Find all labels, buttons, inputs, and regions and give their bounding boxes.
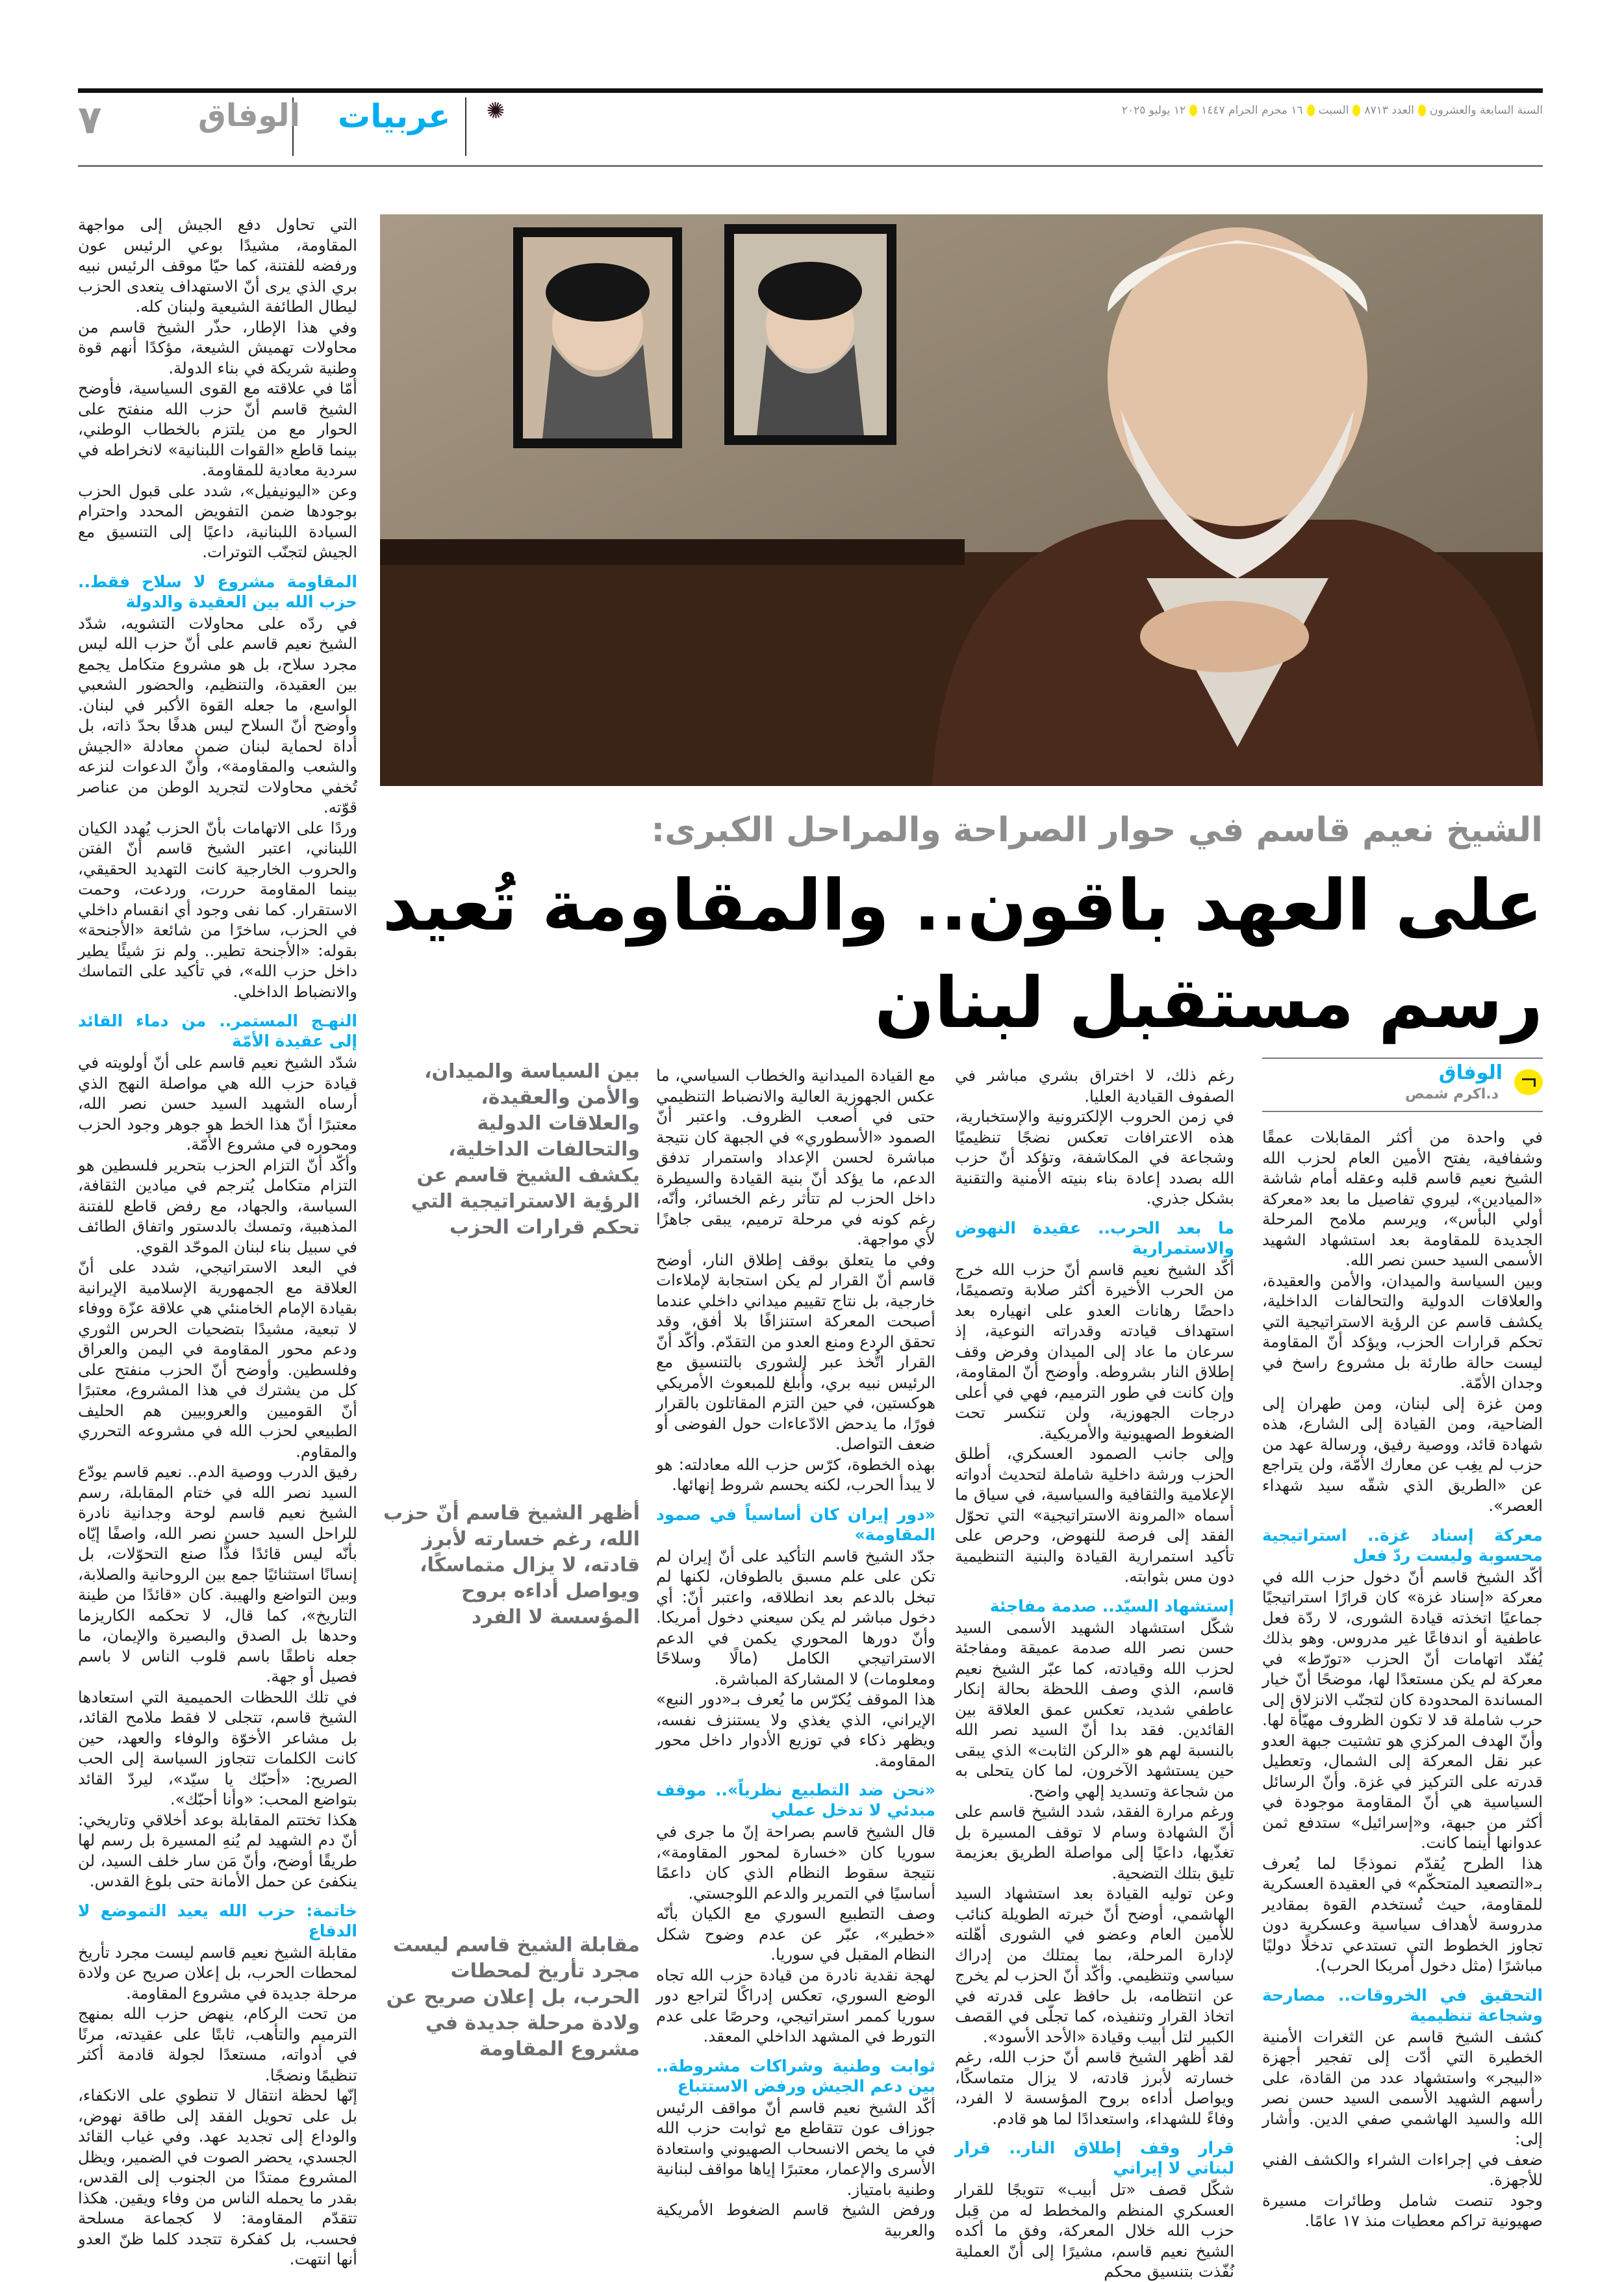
byline-logo: الوفاق — [1438, 1061, 1503, 1084]
subheading: ثوابت وطنية وشراكات مشروطة.. بين دعم الجيش ورفض الاستتباع — [656, 2056, 935, 2096]
subheading: المقاومة مشروع لا سلاح فقط.. حزب الله بين العقيدة والدولة — [78, 572, 357, 611]
paragraph: هكذا تختتم المقابلة بوعد أخلاقي وتاريخي: أنّ دم الشهيد لم يُنهِ المسيرة بل رسم لها طريقًا أوضح، وأنّ مَن سار خلف السيد، لن ينكفئ عن حمل الأمانة حتى بلوغ القدس. — [78, 1810, 357, 1890]
subheading: إستشهاد السيّد.. صدمة مفاجئة — [989, 1596, 1234, 1616]
paragraph: هذا الموقف يُكرّس ما يُعرف بـ«دور النبع» الإيراني، الذي يغذي ولا يستنزف نفسه، ويظهر ذكاء في توزيع الأدوار داخل محور المقاومة. — [656, 1690, 935, 1770]
author-name: د.اكرم شمص — [1405, 1086, 1499, 1102]
paragraph: أكّد الشيخ نعيم قاسم أنّ مواقف الرئيس جوزاف عون تتقاطع مع ثوابت حزب الله في ما يخص الانسحاب الصهيوني واستعادة الأسرى والإعمار، معتبرًا إياها مواقف لبنانية وطنية بامتياز. — [656, 2098, 935, 2199]
paragraph: وردًا على الاتهامات بأنّ الحزب يُهدد الكيان اللبناني، اعتبر الشيخ قاسم أنّ الفتن والحروب الخارجية كانت التهديد الحقيقي، بينما المقاومة حررت، وردعت، وحمت الاستقرار. كما نفى وجود أي انقسام داخلي في الحزب، ساخرًا من شائعة «الأجنحة» بقوله: «الأجنحة تطير.. ولم نرَ شيئًا يطير داخل حزب الله»، في تأكيد على التماسك والانضباط الداخلي. — [78, 818, 357, 1001]
paragraph: شكّل قصف «تل أبيب» تتويجًا للقرار العسكري المنظم والمخطط له من قِبل حزب الله خلال المعركة، وفق ما أكده الشيخ نعيم قاسم، مشيرًا إلى أنّ العملية نُفّذت بتنسيق محكم — [955, 2180, 1234, 2281]
issue-year: السنة السابعة والعشرون — [1430, 104, 1543, 117]
page-number: ٧ — [78, 97, 102, 143]
paragraph: ورغم مرارة الفقد، شدد الشيخ قاسم على أنّ الشهادة وسام لا توقف المسيرة بل تغذّيها، داعيًا إلى مواصلة الطريق بعزيمة تليق بتلك التضحية. — [955, 1802, 1234, 1883]
section-title: عربيات — [338, 97, 451, 135]
calligraphy-emblem-icon: ✺ — [481, 97, 512, 124]
pull-quote: بين السياسة والميدان، والأمن والعقيدة، والعلاقات الدولية والتحالفات الداخلية، يكشف الشيخ قاسم عن الرؤية الاستراتيجية التي تحكم قرارات الحزب — [411, 1060, 640, 1239]
corner-arrow-icon — [1514, 1069, 1543, 1095]
paragraph: وجود تنصت شامل وطائرات مسيرة صهيونية تراكم معطيات منذ ١٧ عامًا. — [1262, 2190, 1543, 2230]
headline-line: رسم مستقبل لبنان — [874, 963, 1543, 1044]
issue-number: العدد ٨٧١٣ — [1364, 104, 1415, 117]
paragraph: شكّل استشهاد الشهيد الأسمى السيد حسن نصر الله صدمة عميقة ومفاجئة لحزب الله وقيادته، كما عبّر الشيخ نعيم قاسم، الذي وصف اللحظة بحالة إنكار عاطفي شديد، تعكس عمق العلاقة بين القائدين. فقد بدا أنّ السيد نصر الله بالنسبة لهم هو «الركن الثابت» الذي يبقى حين يستشهد الآخرون، لما كان يتحلى به من شجاعة وتسديد إلهي واضح. — [955, 1617, 1234, 1801]
paragraph: وإلى جانب الصمود العسكري، أطلق الحزب ورشة داخلية شاملة لتحديث أدواته الإعلامية والثقافية والسياسية، في سياق ما أسماه «المرونة الاستراتيجية» التي تحوّل الفقد إلى فرصة للنهوض، وحرص على تأكيد استمرارية القيادة والبنية التنظيمية دون مس بثوابته. — [955, 1444, 1234, 1586]
paragraph: ضعف في إجراءات الشراء والكشف الفني للأجهزة. — [1262, 2149, 1543, 2189]
subheading: خاتمة: حزب الله يعيد التموضع لا الدفاع — [78, 1901, 357, 1940]
subheading: التحقيق في الخروقات.. مصارحة وشجاعة تنظيمية — [1262, 1985, 1543, 2025]
paragraph: هذا الطرح يُقدّم نموذجًا لما يُعرف بـ«التصعيد المتحكّم» في العقيدة العسكرية للمقاومة، حيث تُستخدم القوة بمقادير مدروسة لأهداف سياسية وعسكرية دون تجاوز الخطوط التي تستدعي تدخلًا دوليًا مباشرًا (مثل دخول أمريكا الحرب). — [1262, 1853, 1543, 1975]
dot-separator-icon — [1418, 105, 1426, 116]
paragraph: رفيق الدرب ووصية الدم.. نعيم قاسم يودّع السيد نصر الله في ختام المقابلة، رسم الشيخ نعيم قاسم لوحة وجدانية نادرة للراحل السيد حسن نصر الله، واصفًا إيّاه بأنّه ليس قائدًا فذًّا صنع التحوّلات، بل إنسانًا استثنائيًا جمع بين الروحانية والصلابة، وبين التواضع والهيبة. كان «قائدًا من طينة التاريخ»، كما قال، لا تحكمه الكاريزما وحدها بل الصدق والبصيرة والإيمان، ما جعله ناطقًا باسم قلوب الناس لا باسم فصيل أو جهة. — [78, 1462, 357, 1686]
subheading: ما بعد الحرب.. عقيدة النهوض والاستمرارية — [955, 1218, 1234, 1258]
paragraph: أكّد الشيخ قاسم أنّ دخول حزب الله في معركة «إسناد غزة» كان قرارًا استراتيجيًا جماعيًا اتخذته قيادة الشورى، لا ردّة فعل عاطفية أو اندفاعًا غير مدروس. وهو بذلك يُفنّد اتهامات أنّ الحزب «تورّط» في معركة لم يكن مستعدًا لها، موضحًا أنّ خيار المساندة المحدودة كان لتجنّب الانزلاق إلى حرب شاملة قد لا تكون الظروف مهيّأة لها. وأنّ الهدف المركزي هو تشتيت جبهة العدو عبر نقل المعركة إلى الشمال، وتعطيل قدرته على التركيز في غزة. وأنّ الرسائل السياسية هي أنّ المقاومة موجودة في أكثر من جبهة، و«إسرائيل» ستدفع ثمن عدوانها أينما كانت. — [1262, 1567, 1543, 1852]
paragraph: من تحت الركام، ينهض حزب الله بمنهج الترميم والتأهب، ثابتًا على عقيدته، مرنًا في أدواته، مستعدًا لجولة قادمة أكثر تنظيمًا ونضجًا. — [78, 2004, 357, 2085]
subheading: «دور إيران كان أساسياً في صمود المقاومة» — [656, 1504, 935, 1544]
article-column-2 — [955, 1065, 1234, 2281]
paragraph: في البعد الاستراتيجي، شدد على أنّ العلاقة مع الجمهورية الإسلامية الإيرانية بقيادة الإمام الخامنئي هي علاقة عزّة ووفاء لا تبعية، مشيدًا بتضحيات الحرس الثوري ودعم محور المقاومة في اليمن والعراق وفلسطين. وأوضح أنّ الحزب منفتح على كل من يشترك في هذا المشروع، معتبرًا أنّ القوميين والعروبيين هم الحليف الطبيعي لحزب الله في مشروعه التحرري والمقاوم. — [78, 1258, 357, 1461]
byline — [1262, 1058, 1543, 1112]
issue-date: ١٢ يوليو ٢٠٢٥ — [1121, 104, 1186, 117]
subheading: معركة إسناد غزة.. استراتيجية محسوبة وليست ردّ فعل — [1262, 1525, 1543, 1565]
paragraph: التي تحاول دفع الجيش إلى مواجهة المقاومة، مشيدًا بوعي الرئيس عون ورفضه للفتنة، كما حيّا موقف الرئيس نبيه بري الذي يرى أنّ الاستهداف يتعدى الحزب ليطال الطائفة الشيعية ولبنان كله. — [78, 215, 357, 316]
paragraph: وفي هذا الإطار، حذّر الشيخ قاسم من محاولات تهميش الشيعة، مؤكدًا أنهم قوة وطنية شريكة في بناء الدولة. — [78, 317, 357, 377]
paragraph: مع القيادة الميدانية والخطاب السياسي، ما عكس الجهوزية العالية والانضباط التنظيمي حتى في أصعب الظروف. واعتبر أنّ الصمود «الأسطوري» في الجبهة كان نتيجة مباشرة لحسن الإعداد واستمرار تدفق الدعم، ما يؤكد أنّ بنية القيادة والسيطرة داخل الحزب لم تتأثر رغم الخسائر، وأنّه، رغم كونه في مرحلة ترميم، يبقى جاهزًا لأي مواجهة. — [656, 1066, 935, 1249]
article-column-3 — [656, 1065, 935, 2240]
paragraph: وبين السياسة والميدان، والأمن والعقيدة، والعلاقات الدولية والتحالفات الداخلية، يكشف قاسم عن الرؤية الاستراتيجية التي تحكم قرارات الحزب، ويؤكد أنّ المقاومة ليست حالة طارئة بل مشروع راسخ في وجدان الأمّة. — [1262, 1271, 1543, 1392]
article-photo — [380, 214, 1543, 786]
paragraph: إنّها لحظة انتقال لا تنطوي على الانكفاء، بل على تحويل الفقد إلى طاقة نهوض، والوداع إلى تجديد عهد. وفي غياب القائد الجسدي، يحضر الصوت في الضمير، ويظل المشروع ممتدًا من الجنوب إلى القدس، بقدر ما يحمله الناس من وفاء ويقين. هكذا تتقدّم المقاومة: لا كجماعة مسلحة فحسب، بل كفكرة تتجدد كلما ظنّ العدو أنها انتهت. — [78, 2086, 357, 2268]
article-column-4 — [78, 214, 357, 2268]
issue-day: السبت — [1318, 104, 1349, 117]
subheading: قرار وقف إطلاق النار.. قرار لبناني لا إيراني — [955, 2138, 1234, 2177]
headline-line: على العهد باقون.. والمقاومة تُعيد — [382, 865, 1543, 946]
paragraph: وأكّد أنّ التزام الحزب بتحرير فلسطين هو التزام متكامل يُترجم في ميادين الثقافة، السياسة، والجهاد، مع رفض قاطع للفتنة المذهبية، وتمسك بالدستور واتفاق الطائف في سبيل بناء لبنان الموحّد القوي. — [78, 1155, 357, 1256]
issue-hijri-date: ١٦ محرم الحرام ١٤٤٧ — [1201, 104, 1303, 117]
issue-info — [1122, 104, 1543, 117]
masthead-top-rule — [78, 88, 1543, 93]
paragraph: وفي ما يتعلق بوقف إطلاق النار، أوضح قاسم أنّ القرار لم يكن استجابة لإملاءات خارجية، بل نتاج تقييم ميداني داخلي عندما أصبحت المعركة استنزافًا بلا أفق، وقد تحقق الردع ومنع العدو من التقدّم. وأكّد أنّ القرار اتُّخذ عبر الشورى بالتنسيق مع الرئيس نبيه بري، وأُبلغ للمبعوث الأمريكي هوكستين، في حين التزم المقاتلون بالقرار فورًا، ما يدحض الادّعاءات حول الفوضى أو ضعف التواصل. — [656, 1250, 935, 1453]
paragraph: بهذه الخطوة، كرّس حزب الله معادلته: هو لا يبدأ الحرب، لكنه يحسم شروط إنهائها. — [656, 1454, 935, 1494]
article-column-1 — [1262, 1127, 1543, 2230]
paragraph: رغم ذلك، لا اختراق بشري مباشر في الصفوف القيادية العليا. — [955, 1066, 1234, 1106]
paragraph: في واحدة من أكثر المقابلات عمقًا وشفافية، يفتح الأمين العام لحزب الله الشيخ نعيم قاسم قلبه وعقله أمام شاشة «الميادين»، ليروي تفاصيل ما بعد «معركة أولي البأس»، ويرسم ملامح المرحلة الجديدة للمقاومة بعد استشهاد الشهيد الأسمى السيد حسن نصر الله. — [1262, 1128, 1543, 1269]
article-kicker: الشيخ نعيم قاسم في حوار الصراحة والمراحل الكبرى: — [651, 811, 1543, 850]
paragraph: وعن توليه القيادة بعد استشهاد السيد الهاشمي، أوضح أنّ خبرته الطويلة كنائب للأمين العام وعضو في الشورى أهّلته لإدارة المرحلة، بما يمتلك من إدراك سياسي وتنظيمي. وأكّد أنّ الحزب لم يخرج عن انتظامه، بل حافظ على قدرته في اتخاذ القرار وتنفيذه، كما تجلّى في القصف الكبير لتل أبيب وقيادة «الأحد الأسود». — [955, 1884, 1234, 2046]
pull-quote: مقابلة الشيخ قاسم ليست مجرد تأريخ لمحطات الحرب، بل إعلان صريح عن ولادة مرحلة جديدة في مشروع المقاومة — [386, 1934, 640, 2060]
paragraph: أمّا في علاقته مع القوى السياسية، فأوضح الشيخ قاسم أنّ حزب الله منفتح على الحوار مع من يلتزم بالخطاب الوطني، بينما قاطع «القوات اللبنانية» لانخراطه في سردية معادية للمقاومة. — [78, 379, 357, 479]
subheading: النهـج المستمر.. من دماء القائد إلى عقيدة الأمّة — [78, 1011, 357, 1050]
divider — [465, 97, 466, 156]
paragraph: في زمن الحروب الإلكترونية والإستخبارية، هذه الاعترافات تعكس نضجًا تنظيميًا وشجاعة في المكاشفة، وتؤكد أنّ حزب الله بصدد إعادة بناء بنيته الأمنية والتقنية بشكل جذري. — [955, 1107, 1234, 1208]
article-headline — [374, 857, 1543, 1052]
paragraph: وعن «اليونيفيل»، شدد على قبول الحزب بوجودها ضمن التفويض المحدد واحترام السيادة اللبنانية، داعيًا إلى التنسيق مع الجيش لتجنّب التوترات. — [78, 481, 357, 561]
subheading: «نحن ضد التطبيع نظرياً».. موقف مبدئي لا تدخل عملي — [656, 1781, 935, 1819]
paragraph: لقد أظهر الشيخ قاسم أنّ حزب الله، رغم خسارته لأبرز قادته، لا يزال متماسكًا، ويواصل أداءه بروح المؤسسة لا الفرد، وفاءً للشهداء، واستعدادًا لما هو قادم. — [955, 2047, 1234, 2128]
paragraph: ورفض الشيخ قاسم الضغوط الأمريكية والعربية — [656, 2200, 935, 2240]
dot-separator-icon — [1307, 105, 1315, 116]
pull-quote: أظهر الشيخ قاسم أنّ حزب الله، رغم خسارته لأبرز قادته، لا يزال متماسكًا، ويواصل أداءه بروح المؤسسة لا الفرد — [383, 1502, 640, 1629]
dot-separator-icon — [1352, 105, 1360, 116]
paragraph: ومن غزة إلى لبنان، ومن طهران إلى الضاحية، ومن القيادة إلى الشارع، هذه شهادة قائد، ووصية رفيق، ورسالة عهد من حزب لم يغِب عن معارك الأمّة، ولن يتراجع عن «الطريق الذي شقّه سيد شهداء العصر». — [1262, 1393, 1543, 1515]
dot-separator-icon — [1189, 105, 1197, 116]
paragraph: مقابلة الشيخ نعيم قاسم ليست مجرد تأريخ لمحطات الحرب، بل إعلان صريح عن ولادة مرحلة جديدة في مشروع المقاومة. — [78, 1942, 357, 2003]
portrait-photo-icon — [380, 214, 1543, 786]
paragraph: قال الشيخ قاسم بصراحة إنّ ما جرى في سوريا كان «خسارة لمحور المقاومة»، نتيجة سقوط النظام الذي كان داعمًا أساسيًا في التمرير والدعم اللوجستي. — [656, 1822, 935, 1903]
masthead-bottom-rule — [78, 165, 1543, 167]
paragraph: جدّد الشيخ قاسم التأكيد على أنّ إيران لم تكن على علم مسبق بالطوفان، لكنها لم تبخل بالدعم بعد انطلاقه، واعتبر أنّ: أي دخول مباشر لم يكن سيعني دخول أمريكا. وأنّ دورها المحوري يكمن في الدعم الاستراتيجي الكامل (مالًا وسلاحًا ومعلومات) لا المشاركة المباشرة. — [656, 1546, 935, 1688]
paragraph: في تلك اللحظات الحميمية التي استعادها الشيخ قاسم، تتجلى لا فقط ملامح القائد، بل مشاعر الأخوّة والوفاء والعهد، حين كانت الكلمات تتجاوز السياسة إلى الحب الصريح: «أحبّك يا سيّد»، ليردّ القائد بتواضع المحب: «وأنا أحبّك». — [78, 1687, 357, 1808]
paragraph: لهجة نقدية نادرة من قيادة حزب الله تجاه الوضع السوري، تعكس إدراكًا لتراجع دور سوريا كممر استراتيجي، وحرصًا على عدم التورط في المشهد الداخلي المعقد. — [656, 1965, 935, 2046]
paper-logo: الوفاق — [198, 97, 300, 134]
paragraph: شدّد الشيخ نعيم قاسم على أنّ أولويته في قيادة حزب الله هي مواصلة النهج الذي أرساه الشهيد السيد حسن نصر الله، معتبرًا أنّ هذا الخط هو جوهر وجود الحزب ومحوره في مشروع الأمّة. — [78, 1053, 357, 1154]
paragraph: في ردّه على محاولات التشويه، شدّد الشيخ نعيم قاسم على أنّ حزب الله ليس مجرد سلاح، بل هو مشروع متكامل يجمع بين العقيدة، والتنظيم، والحضور الشعبي الواسع، ما جعله القوة الأكبر في لبنان. وأوضح أنّ السلاح ليس هدفًا بحدّ ذاته، بل أداة لحماية لبنان ضمن معادلة «الجيش والشعب والمقاومة»، وأنّ الدعوات لنزعه تُخفي محاولات لتجريد الوطن من عناصر قوّته. — [78, 613, 357, 817]
paragraph: وصف التطبيع السوري مع الكيان بأنّه «خطير»، عبّر عن عدم وضوح شكل النظام المقبل في سوريا. — [656, 1904, 935, 1964]
paragraph: كشف الشيخ قاسم عن الثغرات الأمنية الخطيرة التي أدّت إلى تفجير أجهزة «البيجر» واستشهاد عدد من القادة، على رأسهم الشهيد الأسمى السيد حسن نصر الله والسيد الهاشمي صفي الدين. وأشار إلى: — [1262, 2027, 1543, 2148]
paragraph: أكّد الشيخ نعيم قاسم أنّ حزب الله خرج من الحرب الأخيرة أكثر صلابة وتصميمًا، داحضًا رهانات العدو على انهياره بعد استهداف قيادته وقدراته النوعية، إذ سرعان ما عاد إلى الميدان وفرض وقف إطلاق النار بشروطه. وأوضح أنّ المقاومة، وإن كانت في طور الترميم، فهي في أعلى درجات الجهوزية، ولن تنكسر تحت الضغوط الصهيونية والأمريكية. — [955, 1260, 1234, 1443]
